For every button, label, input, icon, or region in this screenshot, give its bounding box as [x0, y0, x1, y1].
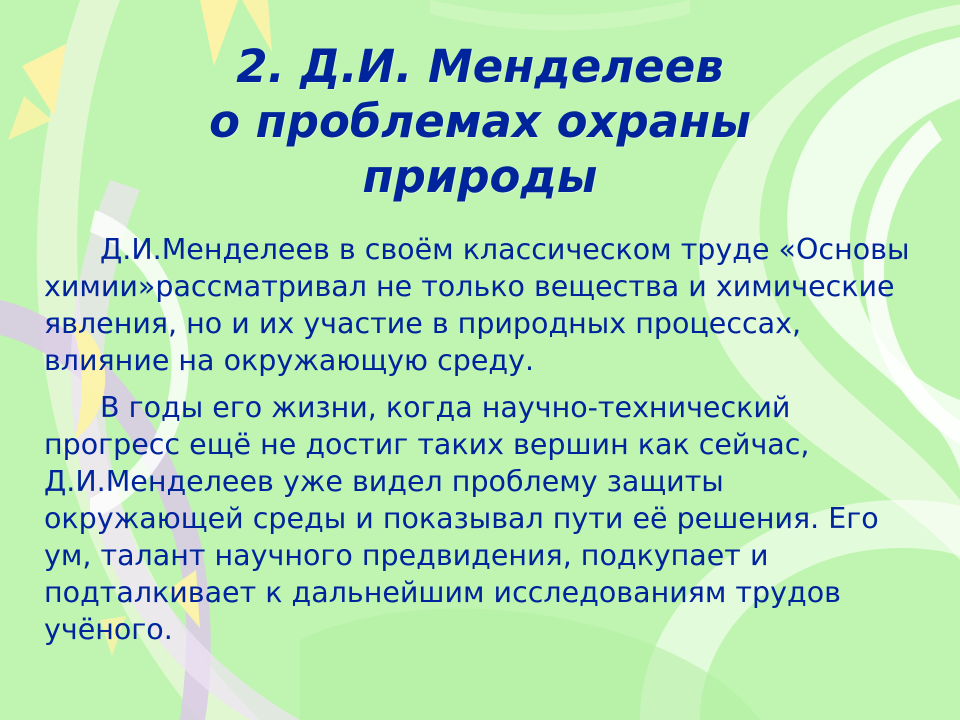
page-title — [30, 40, 930, 205]
paragraph-2: В годы его жизни, когда научно-технический прогресс ещё не достиг таких вершин как сейчас, Д.И.Менделеев уже видел проблему защиты окружающей среды и показывал пути её решения. Его ум, талант научного предвидения, подкупает и подталкивает к дальнейшим исследованиям трудов учёного. — [44, 390, 879, 647]
title-line-3: природы — [362, 149, 598, 203]
paragraph-1: Д.И.Менделеев в своём классическом труде «Основы химии»рассматривал не только вещества и химические явления, но и их участие в природных процессах, влияние на окружающую среду. — [44, 232, 910, 377]
title-line-2: о проблемах охраны — [209, 94, 751, 148]
title-line-1: 2. Д.И. Менделеев — [236, 40, 724, 93]
body-text — [44, 231, 922, 649]
